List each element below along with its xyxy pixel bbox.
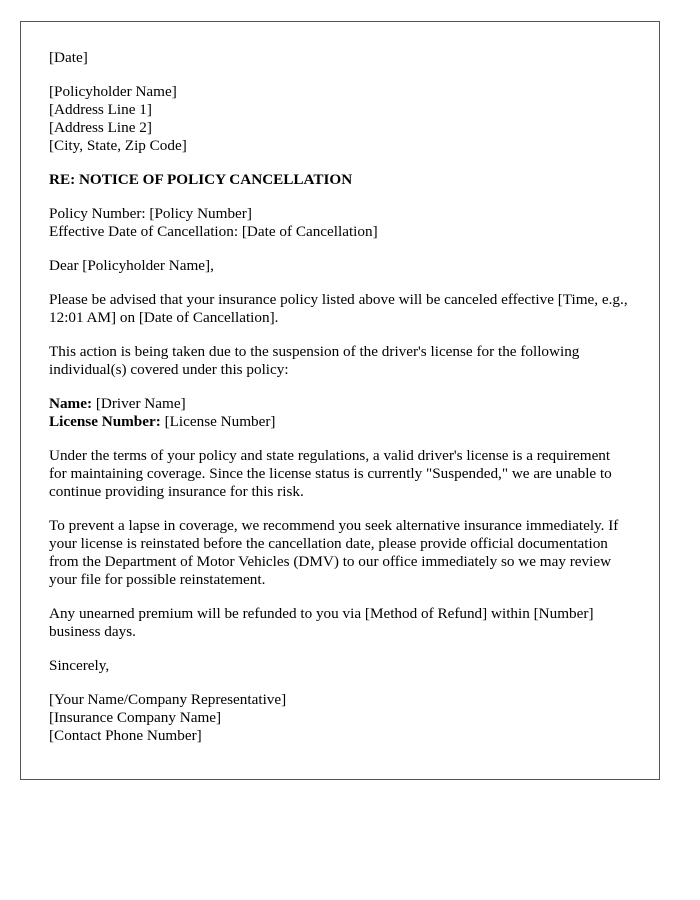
- closing: Sincerely,: [49, 657, 110, 674]
- license-number-row: [49, 413, 631, 431]
- recipient-name: [Policyholder Name]: [49, 83, 177, 100]
- subject-line: RE: NOTICE OF POLICY CANCELLATION: [49, 171, 353, 188]
- recipient-address-block: [49, 83, 631, 155]
- signature-phone: [Contact Phone Number]: [49, 727, 202, 744]
- closing-block: [49, 657, 631, 675]
- salutation: Dear [Policyholder Name],: [49, 257, 214, 274]
- recipient-address-line-2: [Address Line 2]: [49, 119, 152, 136]
- signature-block: [49, 691, 631, 745]
- letter-date: [Date]: [49, 49, 88, 66]
- date-block: [49, 49, 631, 67]
- driver-name-row: [49, 395, 631, 413]
- recipient-city-state-zip: [City, State, Zip Code]: [49, 137, 187, 154]
- salutation-block: [49, 257, 631, 275]
- paragraph-refund: Any unearned premium will be refunded to you via [Method of Refund] within [Number] business days.: [49, 605, 594, 640]
- driver-name-label: Name:: [49, 395, 93, 412]
- paragraph-cancellation-notice: Please be advised that your insurance policy listed above will be canceled effective [Time, e.g., 12:01 AM] on [Date of Cancellation].: [49, 291, 628, 326]
- paragraph-policy-terms: Under the terms of your policy and state regulations, a valid driver's license is a requirement for maintaining coverage. Since the license status is currently "Suspended," we are unable to continue providing insurance for this risk.: [49, 447, 612, 500]
- policy-info-block: [49, 205, 631, 241]
- license-number-label: License Number:: [49, 413, 161, 430]
- driver-name-value: [Driver Name]: [92, 395, 186, 412]
- subject-block: [49, 171, 631, 189]
- license-number-value: [License Number]: [160, 413, 276, 430]
- signature-company: [Insurance Company Name]: [49, 709, 222, 726]
- policy-number: Policy Number: [Policy Number]: [49, 205, 252, 222]
- recipient-address-line-1: [Address Line 1]: [49, 101, 152, 118]
- paragraph-reason: This action is being taken due to the suspension of the driver's license for the following individual(s) covered under this policy:: [49, 343, 580, 378]
- letter-document: [20, 21, 660, 780]
- paragraph-recommendation: To prevent a lapse in coverage, we recommend you seek alternative insurance immediately. If your license is reinstated before the cancellation date, please provide official documentation from the Department of Motor Vehicles (DMV) to our office immediately so we may review your file for possible reinstatement.: [49, 517, 619, 588]
- driver-details-block: [49, 395, 631, 431]
- effective-date: Effective Date of Cancellation: [Date of Cancellation]: [49, 223, 378, 240]
- signature-representative: [Your Name/Company Representative]: [49, 691, 287, 708]
